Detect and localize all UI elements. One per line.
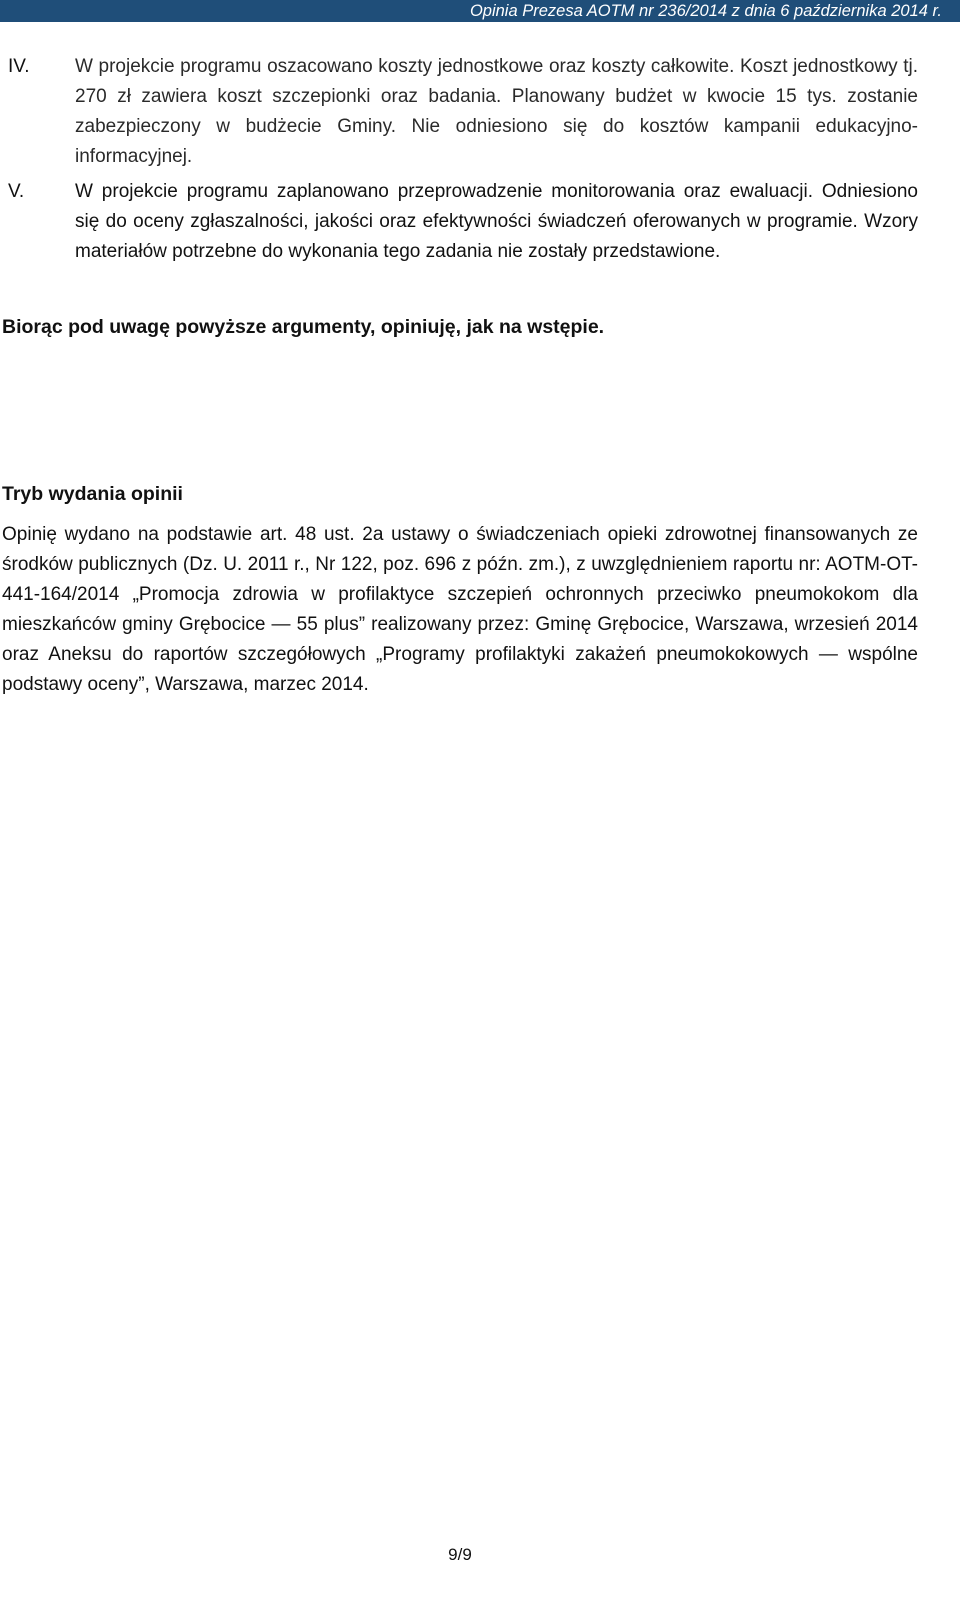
document-header-title: Opinia Prezesa AOTM nr 236/2014 z dnia 6 października 2014 r. [469, 2, 942, 20]
list-marker-v: V. [8, 181, 25, 202]
section-heading-tryb-wydania: Tryb wydania opinii [2, 483, 183, 505]
page-header-band [0, 0, 960, 22]
list-marker-iv: IV. [8, 56, 30, 77]
list-item-iv-text: W projekcie programu oszacowano koszty jednostkowe oraz koszty całkowite. Koszt jednostkowy tj. 270 zł zawiera koszt szczepionki oraz badania. Planowany budżet w kwocie 15 tys. zostanie zabezpieczony w budżecie Gminy. Nie odniesiono się do kosztów kampanii edukacyjno-informacyjnej. [75, 56, 918, 167]
conclusion-statement: Biorąc pod uwagę powyższe argumenty, opiniuję, jak na wstępie. [2, 316, 605, 338]
page-number: 9/9 [448, 1545, 472, 1564]
section-body-paragraph: Opinię wydano na podstawie art. 48 ust. 2a ustawy o świadczeniach opieki zdrowotnej finansowanych ze środków publicznych (Dz. U. 2011 r., Nr 122, poz. 696 z późn. zm.), z uwzględnieniem raportu nr: AOTM-OT-441-164/2014 „Promocja zdrowia w profilaktyce szczepień ochronnych przeciwko pneumokokom dla mieszkańców gminy Grębocice — 55 plus” realizowany przez: Gminę Grębocice, Warszawa, wrzesień 2014 oraz Aneksu do raportów szczegółowych „Programy profilaktyki zakażeń pneumokokowych — wspólne podstawy oceny”, Warszawa, marzec 2014. [2, 524, 918, 695]
list-item-v-text: W projekcie programu zaplanowano przeprowadzenie monitorowania oraz ewaluacji. Odniesiono się do oceny zgłaszalności, jakości oraz efektywności świadczeń oferowanych w programie. Wzory materiałów potrzebne do wykonania tego zadania nie zostały przedstawione. [75, 181, 918, 262]
